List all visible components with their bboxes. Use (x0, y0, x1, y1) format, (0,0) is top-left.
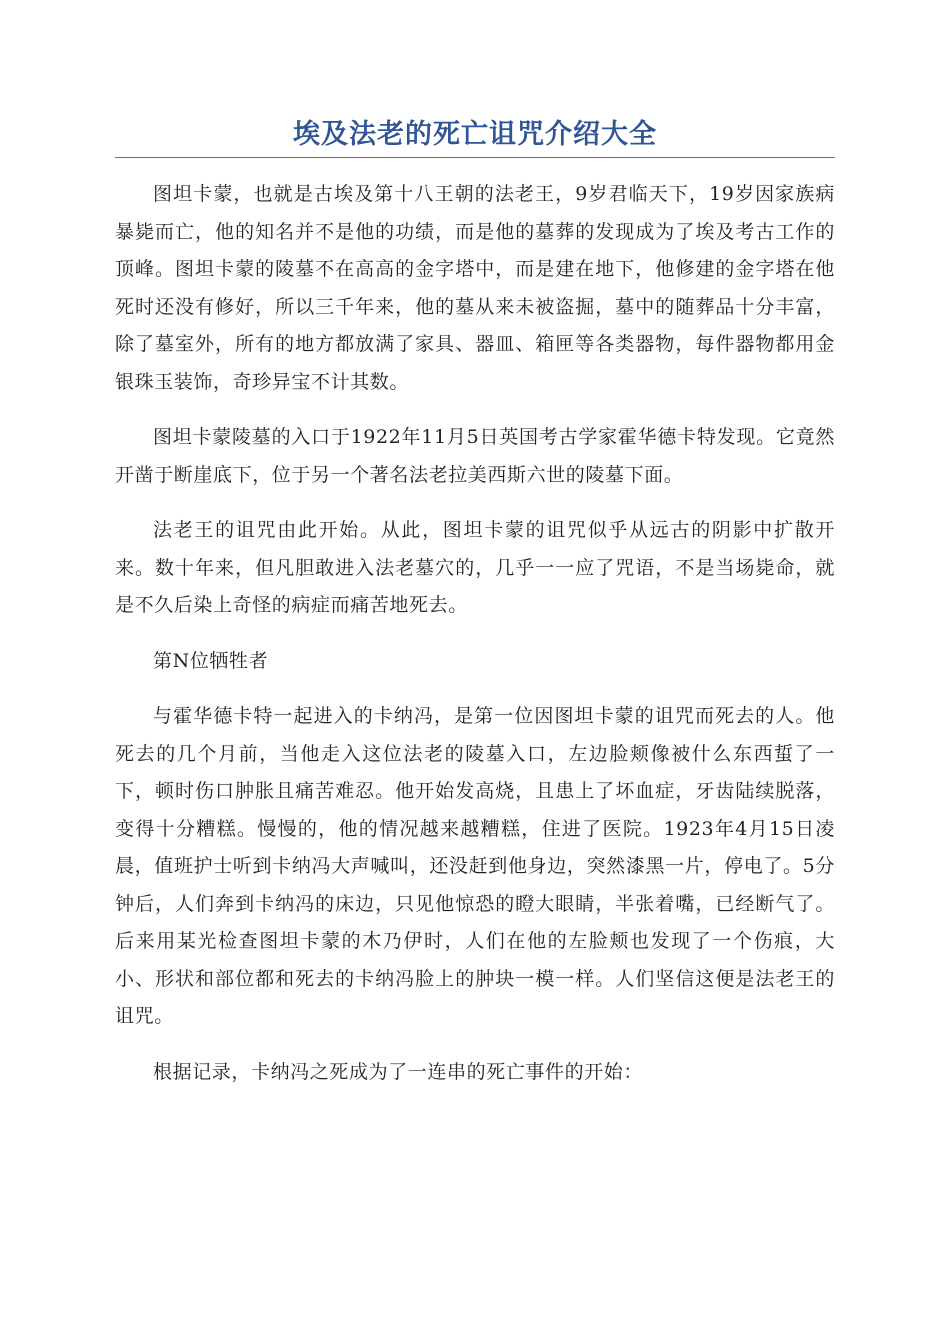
paragraph-intro: 图坦卡蒙，也就是古埃及第十八王朝的法老王，9岁君临天下，19岁因家族病暴毙而亡，他的知名并不是他的功绩，而是他的墓葬的发现成为了埃及考古工作的顶峰。图坦卡蒙的陵墓不在高高的金字塔中，而是建在地下，他修建的金字塔在他死时还没有修好，所以三千年来，他的墓从来未被盗掘，墓中的随葬品十分丰富，除了墓室外，所有的地方都放满了家具、器皿、箱匣等各类器物，每件器物都用金银珠玉装饰，奇珍异宝不计其数。 (115, 183, 835, 393)
document-page (115, 108, 835, 1308)
paragraph-carnarvon: 与霍华德卡特一起进入的卡纳冯，是第一位因图坦卡蒙的诅咒而死去的人。他死去的几个月前，当他走入这位法老的陵墓入口，左边脸颊像被什么东西蜇了一下，顿时伤口肿胀且痛苦难忍。他开始发高烧，且患上了坏血症，牙齿陆续脱落，变得十分糟糕。慢慢的，他的情况越来越糟糕，住进了医院。1923年4月15日凌晨，值班护士听到卡纳冯大声喊叫，还没赶到他身边，突然漆黑一片，停电了。5分钟后，人们奔到卡纳冯的床边，只见他惊恐的瞪大眼睛，半张着嘴，已经断气了。后来用某光检查图坦卡蒙的木乃伊时，人们在他的左脸颊也发现了一个伤痕，大小、形状和部位都和死去的卡纳冯脸上的肿块一模一样。人们坚信这便是法老王的诅咒。 (115, 705, 835, 1027)
section-heading-victims: 第N位牺牲者 (153, 649, 269, 672)
paragraph-records: 根据记录，卡纳冯之死成为了一连串的死亡事件的开始： (153, 1060, 644, 1083)
document-title: 埃及法老的死亡诅咒介绍大全 (293, 119, 657, 150)
title-underline (115, 157, 835, 158)
paragraph-curse-begins: 法老王的诅咒由此开始。从此，图坦卡蒙的诅咒似乎从远古的阴影中扩散开来。数十年来，但凡胆敢进入法老墓穴的，几乎一一应了咒语，不是当场毙命，就是不久后染上奇怪的病症而痛苦地死去。 (115, 519, 835, 616)
paragraph-discovery: 图坦卡蒙陵墓的入口于1922年11月5日英国考古学家霍华德卡特发现。它竟然开凿于断崖底下，位于另一个著名法老拉美西斯六世的陵墓下面。 (115, 426, 835, 486)
